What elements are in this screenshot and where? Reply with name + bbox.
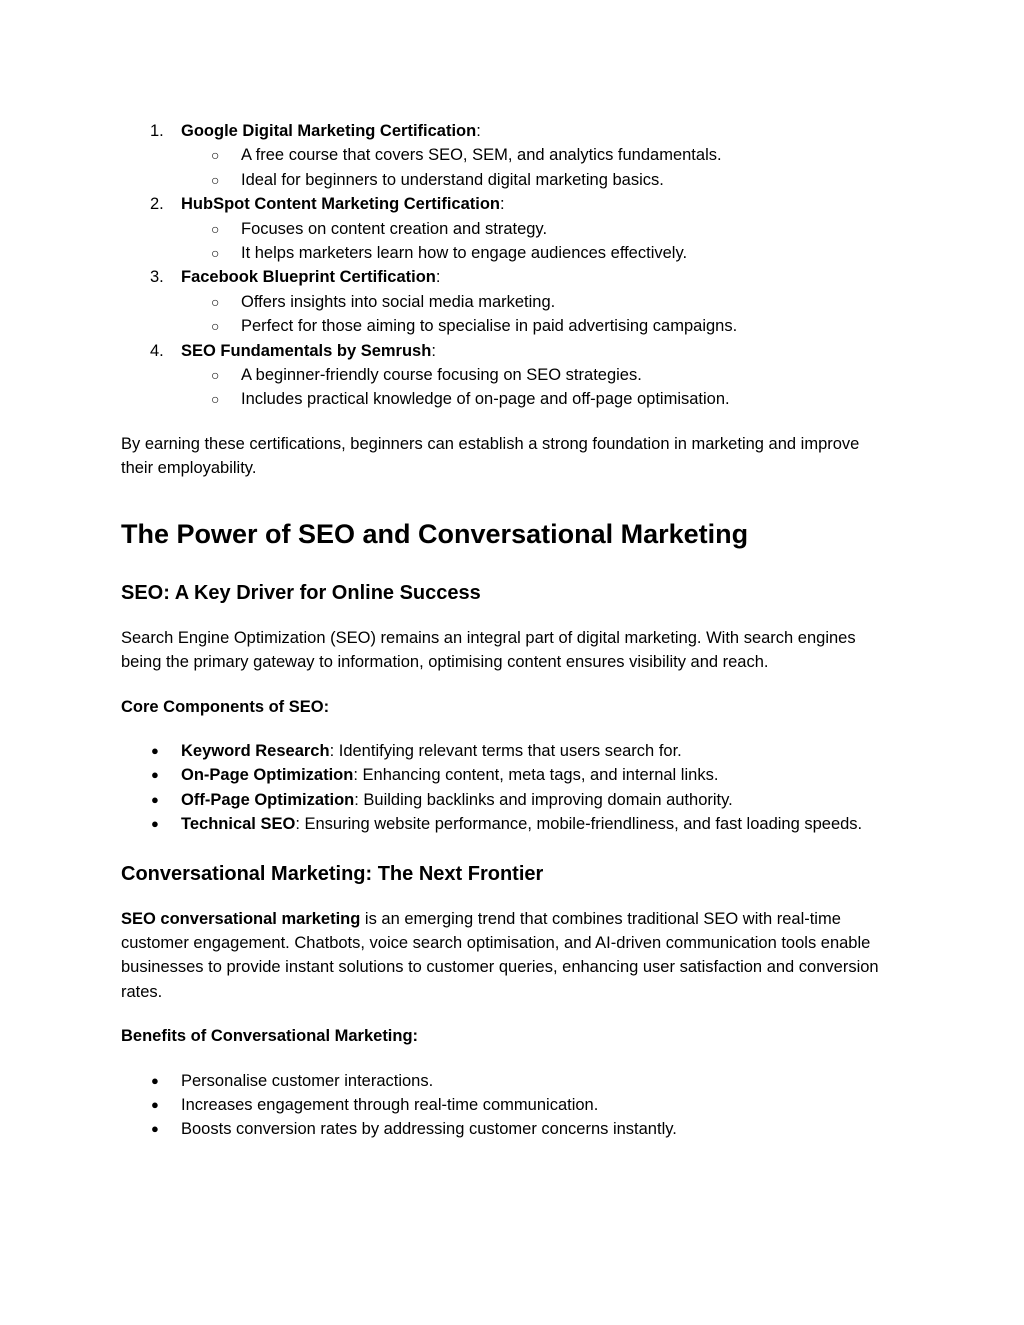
sub-list-item [121,314,881,338]
circle-bullet-icon: ○ [211,220,220,237]
main-heading: The Power of SEO and Conversational Marketing [121,518,749,549]
sub-list-item [121,241,881,265]
sub-list-item [121,168,881,192]
certification-item [121,119,881,192]
sub-list-text: Includes practical knowledge of on-page and off-page optimisation. [241,390,730,409]
intro-bold-term: SEO conversational marketing [121,909,361,928]
benefit-text: Personalise customer interactions. [181,1071,434,1090]
component-term: Off-Page Optimization [181,790,355,809]
sub-list-item [121,363,881,387]
list-number: 4. [150,341,164,360]
benefits-heading: Benefits of Conversational Marketing: [121,1027,419,1046]
sub-list-item [121,217,881,241]
certification-title: HubSpot Content Marketing Certification [181,195,500,214]
certification-item [121,192,881,265]
sub-list [181,217,881,266]
circle-bullet-icon: ○ [211,171,220,188]
bullet-icon: ● [151,767,159,783]
conversational-intro-paragraph [121,907,881,1005]
list-item [121,1117,881,1141]
circle-bullet-icon: ○ [211,147,220,164]
circle-bullet-icon: ○ [211,391,220,408]
list-item [121,1069,881,1093]
component-desc: : Enhancing content, meta tags, and internal links. [353,766,719,785]
component-term: Keyword Research [181,741,330,760]
circle-bullet-icon: ○ [211,318,220,335]
component-term: Technical SEO [181,815,296,834]
seo-intro-paragraph: Search Engine Optimization (SEO) remains an integral part of digital marketing. With search engines being the primary gateway to information, optimising content ensures visibility and reach. [121,628,856,672]
component-desc: : Building backlinks and improving domain authority. [354,790,733,809]
bullet-icon: ● [151,1121,159,1137]
seo-section-heading: SEO: A Key Driver for Online Success [121,581,481,604]
sub-list-item [121,387,881,411]
list-number: 1. [150,122,164,140]
certification-item [121,265,881,338]
certification-title: Google Digital Marketing Certification [181,122,477,140]
benefit-text: Boosts conversion rates by addressing customer concerns instantly. [181,1120,677,1139]
sub-list-item [121,290,881,314]
sub-list-text: Focuses on content creation and strategy. [241,219,548,238]
list-item [121,1093,881,1117]
document-page [121,119,881,1142]
title-colon: : [431,341,436,360]
certification-title: Facebook Blueprint Certification [181,268,436,287]
bullet-icon: ● [151,742,159,758]
sub-list [181,290,881,339]
list-item [121,763,881,787]
sub-list-item [121,143,881,167]
sub-list-text: Offers insights into social media marketing. [241,292,556,311]
certification-item [121,339,881,412]
bullet-icon: ● [151,791,159,807]
title-colon: : [476,122,481,140]
seo-components-heading: Core Components of SEO: [121,697,330,716]
sub-list-text: It helps marketers learn how to engage audiences effectively. [241,244,688,263]
circle-bullet-icon: ○ [211,245,220,262]
intro-rest-text: is an emerging trend that combines traditional SEO with real-time customer engagement. Chatbots, voice search optimisation, and AI-driven communication tools enable businesses to provide instant solutions to customer queries, enhancing user satisfaction and conversion rates. [121,909,879,1001]
component-term: On-Page Optimization [181,766,354,785]
bullet-icon: ● [151,1072,159,1088]
list-item [121,739,881,763]
sub-list-text: A free course that covers SEO, SEM, and analytics fundamentals. [241,146,722,165]
list-item [121,788,881,812]
seo-components-list [121,739,881,837]
component-desc: : Ensuring website performance, mobile-friendliness, and fast loading speeds. [295,815,863,834]
title-colon: : [435,268,441,287]
circle-bullet-icon: ○ [211,293,220,310]
benefits-list [121,1069,881,1142]
title-colon: : [500,195,505,214]
sub-list [181,363,881,412]
certs-summary-paragraph: By earning these certifications, beginners can establish a strong foundation in marketing and improve their employability. [121,434,860,478]
bullet-icon: ● [151,1096,159,1112]
sub-list-text: Ideal for beginners to understand digital marketing basics. [241,170,664,189]
sub-list-text: A beginner-friendly course focusing on SEO strategies. [241,366,642,385]
certifications-list [121,119,881,412]
sub-list [181,143,881,192]
list-number: 3. [150,268,164,287]
list-number: 2. [150,195,164,214]
list-item [121,812,881,836]
bullet-icon: ● [151,816,159,832]
benefit-text: Increases engagement through real-time communication. [181,1095,599,1114]
certification-title: SEO Fundamentals by Semrush [181,341,432,360]
conversational-section-heading: Conversational Marketing: The Next Frontier [121,862,544,885]
circle-bullet-icon: ○ [211,367,220,384]
component-desc: : Identifying relevant terms that users search for. [329,741,682,760]
sub-list-text: Perfect for those aiming to specialise in paid advertising campaigns. [241,317,738,336]
